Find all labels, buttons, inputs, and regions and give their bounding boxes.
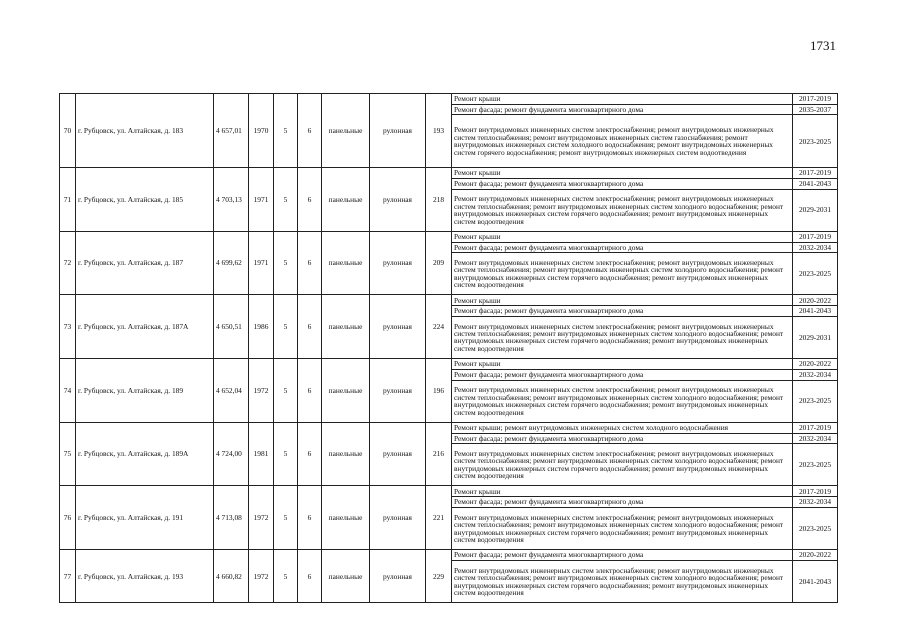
- work-description: Ремонт крыши: [452, 232, 793, 242]
- entrances-cell: 6: [298, 422, 322, 486]
- work-item: [452, 359, 837, 369]
- year-built-cell: 1972: [249, 359, 274, 423]
- roof-type-cell: рулонная: [370, 168, 426, 232]
- entrances-cell: 6: [298, 94, 322, 168]
- table-row: [60, 94, 838, 168]
- works-cell: [452, 94, 838, 168]
- work-description: Ремонт внутридомовых инженерных систем электроснабжения; ремонт внутридомовых инженерных систем теплоснабжения; ремонт внутридомовых инженерных систем холодного водоснабжения; ремонт внутридомовых инженерных систем горячего водоснабжения; ремонт внутридомовых инженерных систем водоотведения: [454, 449, 784, 481]
- works-cell: [452, 231, 838, 295]
- work-description: Ремонт внутридомовых инженерных систем электроснабжения; ремонт внутридомовых инженерных систем теплоснабжения; ремонт внутридомовых инженерных систем холодного водоснабжения; ремонт внутридомовых инженерных систем горячего водоснабжения; ремонт внутридомовых инженерных систем водоотведения: [454, 321, 784, 353]
- floors-cell: 5: [274, 295, 298, 359]
- floors-cell: 5: [274, 94, 298, 168]
- work-period: 2017-2019: [793, 232, 838, 242]
- work-period: 2023-2025: [793, 253, 838, 295]
- works-list: [452, 168, 837, 231]
- work-item: [452, 561, 837, 603]
- floors-cell: 5: [274, 486, 298, 550]
- works-list: [452, 486, 837, 549]
- work-description: Ремонт крыши: [452, 295, 793, 305]
- area-cell: 4 724,00: [214, 422, 249, 486]
- entrances-cell: 6: [298, 295, 322, 359]
- roof-type-cell: рулонная: [370, 422, 426, 486]
- work-period: 2017-2019: [793, 168, 838, 178]
- work-period: 2023-2025: [793, 507, 838, 549]
- work-period: 2041-2043: [793, 306, 838, 316]
- work-item: [452, 189, 837, 231]
- floors-cell: 5: [274, 550, 298, 603]
- work-description: Ремонт крыши: [452, 94, 793, 104]
- works-cell: [452, 422, 838, 486]
- work-period: 2023-2025: [793, 380, 838, 422]
- floors-cell: 5: [274, 422, 298, 486]
- table-row: [60, 550, 838, 603]
- work-period: 2032-2034: [793, 433, 838, 443]
- works-cell: [452, 168, 838, 232]
- floors-cell: 5: [274, 168, 298, 232]
- entrances-cell: 6: [298, 359, 322, 423]
- wall-material-cell: панельные: [322, 550, 370, 603]
- work-item: [452, 179, 837, 189]
- table-row: [60, 168, 838, 232]
- address-cell: г. Рубцовск, ул. Алтайская, д. 189А: [76, 422, 214, 486]
- row-number-cell: 72: [60, 231, 76, 295]
- year-built-cell: 1972: [249, 550, 274, 603]
- address-cell: г. Рубцовск, ул. Алтайская, д. 187: [76, 231, 214, 295]
- work-description: Ремонт внутридомовых инженерных систем электроснабжения; ремонт внутридомовых инженерных систем теплоснабжения; ремонт внутридомовых инженерных систем холодного водоснабжения; ремонт внутридомовых инженерных систем горячего водоснабжения; ремонт внутридомовых инженерных систем водоотведения: [454, 565, 784, 598]
- work-description: Ремонт крыши; ремонт внутридомовых инженерных систем холодного водоснабжения: [452, 423, 793, 433]
- wall-material-cell: панельные: [322, 422, 370, 486]
- year-built-cell: 1971: [249, 231, 274, 295]
- apartments-cell: 224: [426, 295, 452, 359]
- table-row: [60, 422, 838, 486]
- work-item: [452, 550, 837, 560]
- row-number-cell: 70: [60, 94, 76, 168]
- table-row: [60, 295, 838, 359]
- wall-material-cell: панельные: [322, 231, 370, 295]
- work-item: [452, 242, 837, 252]
- apartments-cell: 221: [426, 486, 452, 550]
- address-cell: г. Рубцовск, ул. Алтайская, д. 183: [76, 94, 214, 168]
- apartments-cell: 229: [426, 550, 452, 603]
- apartments-cell: 193: [426, 94, 452, 168]
- work-period: 2041-2043: [793, 561, 838, 603]
- year-built-cell: 1986: [249, 295, 274, 359]
- floors-cell: 5: [274, 359, 298, 423]
- address-cell: г. Рубцовск, ул. Алтайская, д. 185: [76, 168, 214, 232]
- apartments-cell: 218: [426, 168, 452, 232]
- work-description: Ремонт фасада; ремонт фундамента многоквартирного дома: [452, 306, 793, 316]
- work-description: Ремонт крыши: [452, 486, 793, 496]
- roof-type-cell: рулонная: [370, 231, 426, 295]
- work-period: 2017-2019: [793, 423, 838, 433]
- entrances-cell: 6: [298, 231, 322, 295]
- work-period: 2020-2022: [793, 295, 838, 305]
- work-item: [452, 433, 837, 443]
- area-cell: 4 703,13: [214, 168, 249, 232]
- work-item: [452, 232, 837, 242]
- roof-type-cell: рулонная: [370, 359, 426, 423]
- entrances-cell: 6: [298, 486, 322, 550]
- work-period: 2041-2043: [793, 179, 838, 189]
- works-list: [452, 295, 837, 358]
- area-cell: 4 657,01: [214, 94, 249, 168]
- work-description: Ремонт внутридомовых инженерных систем электроснабжения; ремонт внутридомовых инженерных систем теплоснабжения; ремонт внутридомовых инженерных систем газоснабжения; ремонт внутридомовых инженерных систем холодного водоснабжения; ремонт внутридомовых инженерных систем горячего водоснабжения; ремонт внутридомовых инженерных систем водоотведения: [454, 125, 774, 157]
- work-period: 2029-2031: [793, 189, 838, 231]
- year-built-cell: 1971: [249, 168, 274, 232]
- work-description: Ремонт фасада; ремонт фундамента многоквартирного дома: [452, 433, 793, 443]
- row-number-cell: 74: [60, 359, 76, 423]
- roof-type-cell: рулонная: [370, 550, 426, 603]
- works-cell: [452, 550, 838, 603]
- row-number-cell: 76: [60, 486, 76, 550]
- row-number-cell: 73: [60, 295, 76, 359]
- works-cell: [452, 486, 838, 550]
- table-row: [60, 231, 838, 295]
- work-item: [452, 444, 837, 486]
- work-period: 2032-2034: [793, 370, 838, 380]
- work-item: [452, 104, 837, 114]
- address-cell: г. Рубцовск, ул. Алтайская, д. 189: [76, 359, 214, 423]
- page-number: 1731: [810, 38, 836, 53]
- work-period: 2023-2025: [793, 115, 838, 167]
- wall-material-cell: панельные: [322, 94, 370, 168]
- work-item: [452, 497, 837, 507]
- apartments-cell: 209: [426, 231, 452, 295]
- work-period: 2017-2019: [793, 486, 838, 496]
- roof-type-cell: рулонная: [370, 295, 426, 359]
- work-item: [452, 115, 837, 167]
- area-cell: 4 660,82: [214, 550, 249, 603]
- work-description: Ремонт внутридомовых инженерных систем электроснабжения; ремонт внутридомовых инженерных систем теплоснабжения; ремонт внутридомовых инженерных систем холодного водоснабжения; ремонт внутридомовых инженерных систем горячего водоснабжения; ремонт внутридомовых инженерных систем водоотведения: [454, 385, 784, 417]
- area-cell: 4 650,51: [214, 295, 249, 359]
- roof-type-cell: рулонная: [370, 94, 426, 168]
- work-item: [452, 306, 837, 316]
- work-item: [452, 316, 837, 358]
- address-cell: г. Рубцовск, ул. Алтайская, д. 187А: [76, 295, 214, 359]
- table-row: [60, 359, 838, 423]
- works-list: [452, 232, 837, 295]
- work-description: Ремонт фасада; ремонт фундамента многоквартирного дома: [452, 550, 793, 560]
- year-built-cell: 1981: [249, 422, 274, 486]
- year-built-cell: 1972: [249, 486, 274, 550]
- wall-material-cell: панельные: [322, 486, 370, 550]
- works-list: [452, 94, 837, 167]
- floors-cell: 5: [274, 231, 298, 295]
- work-item: [452, 94, 837, 104]
- address-cell: г. Рубцовск, ул. Алтайская, д. 191: [76, 486, 214, 550]
- roof-type-cell: рулонная: [370, 486, 426, 550]
- work-description: Ремонт внутридомовых инженерных систем электроснабжения; ремонт внутридомовых инженерных систем теплоснабжения; ремонт внутридомовых инженерных систем холодного водоснабжения; ремонт внутридомовых инженерных систем горячего водоснабжения; ремонт внутридомовых инженерных систем водоотведения: [454, 258, 784, 290]
- work-item: [452, 168, 837, 178]
- work-description: Ремонт крыши: [452, 168, 793, 178]
- work-period: 2029-2031: [793, 316, 838, 358]
- address-cell: г. Рубцовск, ул. Алтайская, д. 193: [76, 550, 214, 603]
- row-number-cell: 77: [60, 550, 76, 603]
- works-list: [452, 423, 837, 486]
- work-item: [452, 295, 837, 305]
- work-description: Ремонт фасада; ремонт фундамента многоквартирного дома: [452, 242, 793, 252]
- row-number-cell: 71: [60, 168, 76, 232]
- works-list: [452, 550, 837, 602]
- area-cell: 4 699,62: [214, 231, 249, 295]
- area-cell: 4 713,08: [214, 486, 249, 550]
- works-cell: [452, 359, 838, 423]
- works-cell: [452, 295, 838, 359]
- work-item: [452, 370, 837, 380]
- work-item: [452, 486, 837, 496]
- works-list: [452, 359, 837, 422]
- entrances-cell: 6: [298, 550, 322, 603]
- table-row: [60, 486, 838, 550]
- work-item: [452, 507, 837, 549]
- work-period: 2023-2025: [793, 444, 838, 486]
- work-period: 2020-2022: [793, 359, 838, 369]
- work-period: 2017-2019: [793, 94, 838, 104]
- area-cell: 4 652,04: [214, 359, 249, 423]
- work-description: Ремонт фасада; ремонт фундамента многоквартирного дома: [452, 497, 793, 507]
- work-description: Ремонт крыши: [452, 359, 793, 369]
- apartments-cell: 216: [426, 422, 452, 486]
- work-description: Ремонт фасада; ремонт фундамента многоквартирного дома: [452, 370, 793, 380]
- work-description: Ремонт внутридомовых инженерных систем электроснабжения; ремонт внутридомовых инженерных систем теплоснабжения; ремонт внутридомовых инженерных систем холодного водоснабжения; ремонт внутридомовых инженерных систем горячего водоснабжения; ремонт внутридомовых инженерных систем водоотведения: [454, 194, 784, 226]
- work-description: Ремонт фасада; ремонт фундамента многоквартирного дома: [452, 104, 793, 114]
- wall-material-cell: панельные: [322, 359, 370, 423]
- work-item: [452, 423, 837, 433]
- work-period: 2032-2034: [793, 242, 838, 252]
- work-description: Ремонт внутридомовых инженерных систем электроснабжения; ремонт внутридомовых инженерных систем теплоснабжения; ремонт внутридомовых инженерных систем холодного водоснабжения; ремонт внутридомовых инженерных систем горячего водоснабжения; ремонт внутридомовых инженерных систем водоотведения: [454, 512, 784, 544]
- repair-program-table: [59, 93, 838, 603]
- work-item: [452, 253, 837, 295]
- work-period: 2032-2034: [793, 497, 838, 507]
- work-item: [452, 380, 837, 422]
- entrances-cell: 6: [298, 168, 322, 232]
- wall-material-cell: панельные: [322, 168, 370, 232]
- row-number-cell: 75: [60, 422, 76, 486]
- work-description: Ремонт фасада; ремонт фундамента многоквартирного дома: [452, 179, 793, 189]
- work-period: 2035-2037: [793, 104, 838, 114]
- apartments-cell: 196: [426, 359, 452, 423]
- year-built-cell: 1970: [249, 94, 274, 168]
- work-period: 2020-2022: [793, 550, 838, 560]
- wall-material-cell: панельные: [322, 295, 370, 359]
